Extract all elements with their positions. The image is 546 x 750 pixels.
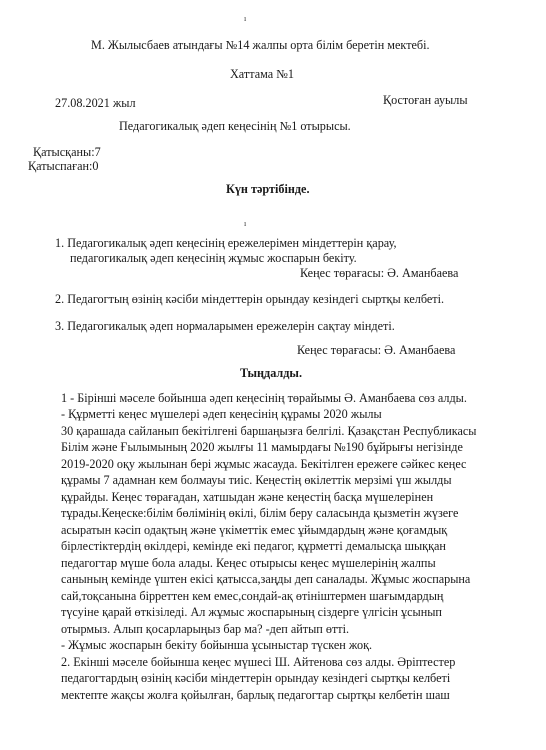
meeting-title: Педагогикалық әдеп кеңесінің №1 отырысы. — [119, 119, 351, 133]
body-line: құрайды. Кеңес төрағадан, хатшыдан және кеңестің басқа мүшелерінен — [61, 490, 434, 504]
body-line: құрамы 7 адамнан кем болмауы тиіс. Кеңестің өкілеттік мерзімі үш жылды — [61, 473, 452, 487]
body-line: Білім және Ғылымының 2020 жылғы 11 мамырдағы №190 бұйрығы негізінде — [61, 440, 463, 454]
body-line: санының кемінде үштен екісі қатысса,заңды деп саналады. Жұмыс жоспарына — [61, 572, 471, 586]
body-line: түсуіне қарай өткізіледі. Ал жұмыс жоспарының сіздерге үлгісін ұсынып — [61, 605, 442, 619]
body-line: сай,тоқсанына бірреттен кем емес,сондай-ақ өтініштермен шағымдардың — [61, 589, 444, 603]
body-line: 30 қарашада сайланып бекітілгені баршаңызға белгілі. Қазақстан Республикасы — [61, 424, 477, 438]
body-line: 2. Екінші мәселе бойынша кеңес мүшесі Ш. Айтенова сөз алды. Әріптестер — [61, 655, 456, 669]
agenda-heading: Күн тәртібінде. — [226, 182, 310, 196]
body-line: - Құрметті кеңес мүшелері әдеп кеңесінің құрамы 2020 жылы — [61, 407, 382, 421]
attendance-absent: Қатыспаған:0 — [28, 159, 99, 173]
agenda-item-2: 2. Педагогтың өзінің кәсіби міндеттерін орындау кезіндегі сыртқы келбеті. — [55, 292, 445, 306]
agenda-item-3: 3. Педагогикалық әдеп нормаларымен ережелерін сақтау міндеті. — [55, 319, 395, 333]
heard-heading: Тыңдалды. — [240, 366, 302, 380]
body-line: педагогтардың өзінің кәсіби міндеттерін орындау кезіндегі сыртқы келбеті — [61, 671, 451, 685]
protocol-number: Хаттама №1 — [230, 67, 294, 81]
body-line: 1 - Бірінші мәселе бойынша әдеп кеңесінің төрайымы Ә. Аманбаева сөз алды. — [61, 391, 467, 405]
body-line: мектепте жақсы жолға қойылған, барлық педагогтар сыртқы келбетін шаш — [61, 688, 450, 702]
meeting-date: 27.08.2021 жыл — [55, 96, 136, 110]
body-line: бірлестіктердің өкілдері, кемінде екі педагог, құрметті демалысқа шыққан — [61, 539, 446, 553]
scan-mark-2: ı — [244, 219, 247, 228]
body-line: асыратын кәсіп одақтың және үкіметтік емес ұйымдардың және қоғамдық — [61, 523, 448, 537]
body-line: - Жұмыс жоспарын бекіту бойынша ұсыныстар түскен жоқ. — [61, 638, 373, 652]
meeting-village: Қостоған ауылы — [383, 93, 468, 107]
agenda-item-1-line-1: 1. Педагогикалық әдеп кеңесінің ережелерімен міндеттерін қарау, — [55, 236, 397, 250]
agenda-item-1-chair: Кеңес төрағасы: Ә. Аманбаева — [300, 266, 459, 280]
attendance-present: Қатысқаны:7 — [33, 145, 101, 159]
body-line: тұрады.Кеңеске:білім бөлімінің өкілі, білім беру саласында қызметін жүзеге — [61, 506, 459, 520]
school-name: М. Жылысбаев атындағы №14 жалпы орта білім беретін мектебі. — [91, 38, 430, 52]
body-line: педагогтар мүше бола алады. Кеңес отырысы кеңес мүшелерінің жалпы — [61, 556, 436, 570]
scan-mark: ı — [244, 14, 247, 23]
body-line: отырмыз. Алып қосарларыңыз бар ма? -деп айтып өтті. — [61, 622, 350, 636]
agenda-item-3-chair: Кеңес төрағасы: Ә. Аманбаева — [297, 343, 456, 357]
body-line: 2019-2020 оқу жылынан бері жұмыс жасауда. Бекітілген ережеге сәйкес кеңес — [61, 457, 467, 471]
agenda-item-1-line-2: педагогикалық әдеп кеңесінің жұмыс жоспарын бекіту. — [70, 251, 357, 265]
